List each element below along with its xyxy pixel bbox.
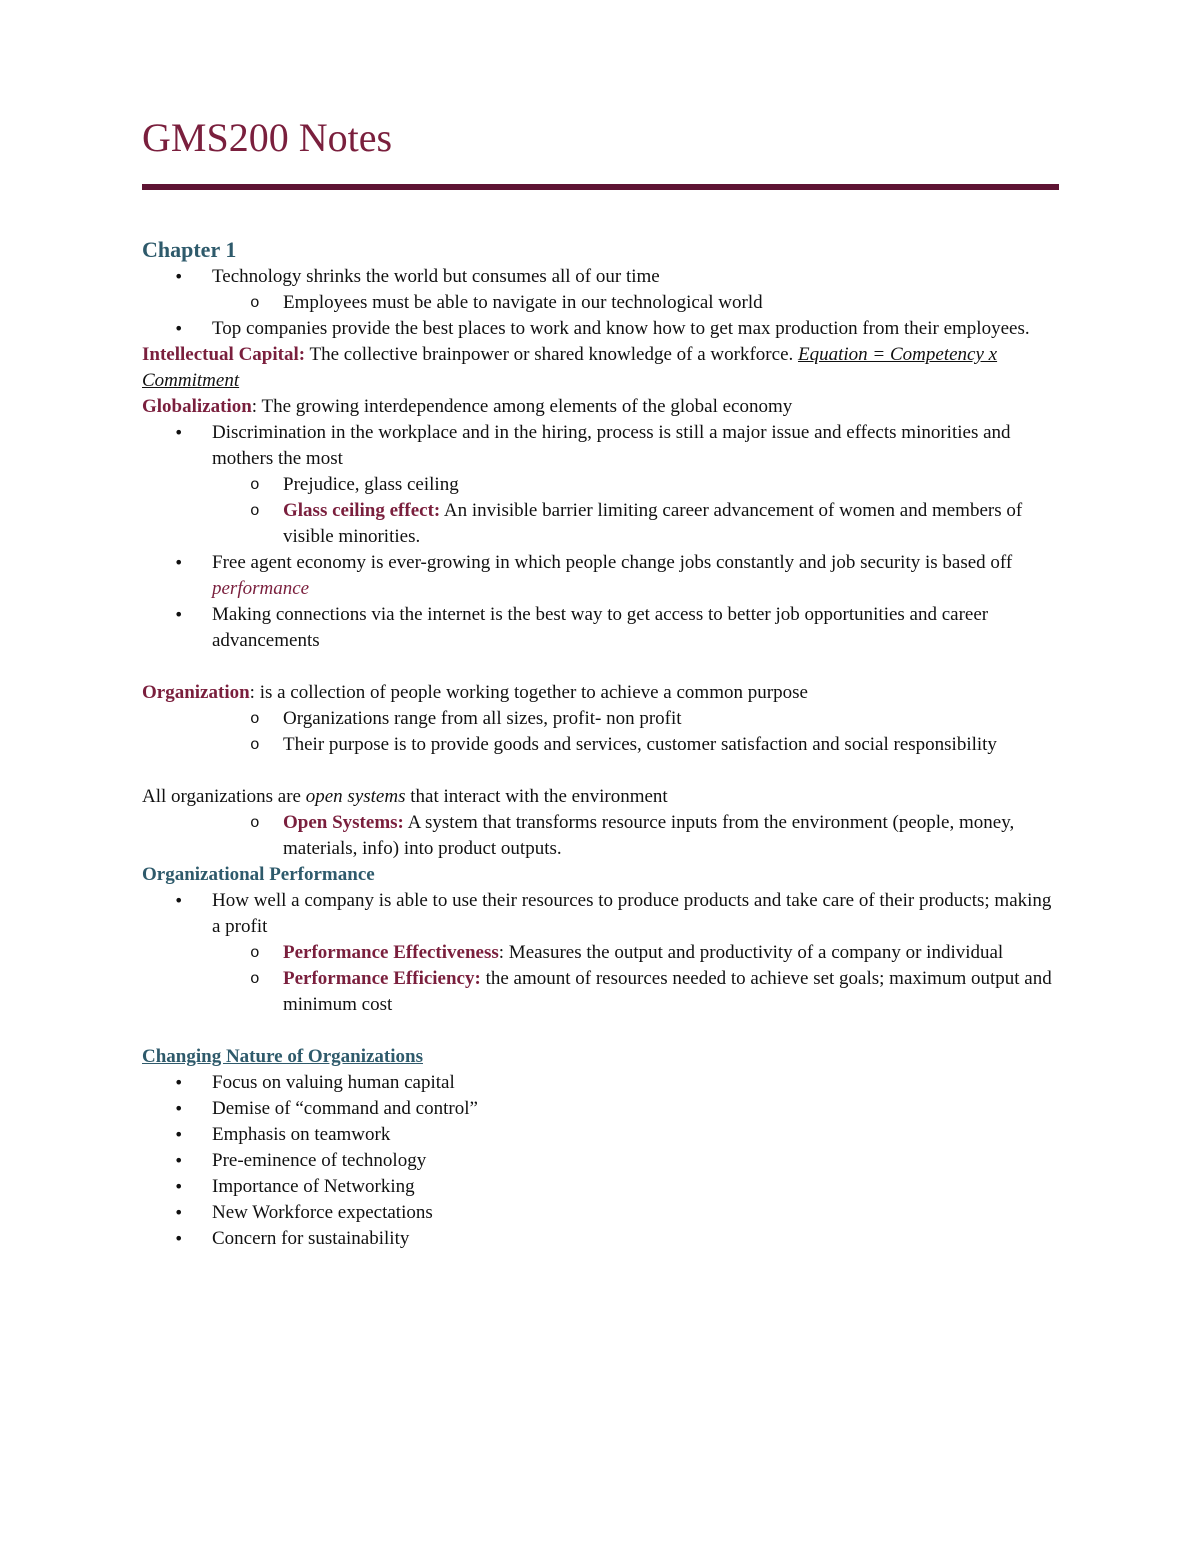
list-item: • Discrimination in the workplace and in the hiring, process is still a major issue and effects minorities and mothers the most — [142, 420, 1059, 472]
globalization-list — [142, 420, 1059, 654]
intro-text-end: that interact with the environment — [405, 786, 668, 807]
definition-text: A system that transforms resource inputs from the environment (people, money, materials, info) into product outputs. — [283, 812, 1015, 859]
definition-text: : The growing interdependence among elements of the global economy — [251, 396, 793, 417]
intro-text: All organizations are — [142, 786, 306, 807]
definition-text: An invisible barrier limiting career advancement of women and members of visible minorities. — [283, 500, 1023, 547]
changing-nature-list — [142, 1070, 1059, 1252]
title-divider — [142, 184, 1059, 190]
definition-text: : Measures the output and productivity of a company or individual — [498, 942, 1004, 963]
list-item: • Focus on valuing human capital — [142, 1070, 1059, 1096]
sub-list-item — [142, 966, 1059, 1018]
intellectual-capital-paragraph — [142, 342, 1059, 394]
sub-list-item — [142, 810, 1059, 862]
term-organization: Organization — [142, 682, 250, 703]
list-item: • How well a company is able to use their resources to produce products and take care of their products; making a profit — [142, 888, 1059, 940]
page-title: GMS200 Notes — [142, 115, 393, 160]
chapter1-list — [142, 264, 1059, 342]
sub-list-item: o Their purpose is to provide goods and services, customer satisfaction and social responsibility — [142, 732, 1059, 758]
list-item: • Emphasis on teamwork — [142, 1122, 1059, 1148]
list-item: • New Workforce expectations — [142, 1200, 1059, 1226]
list-item: • Demise of “command and control” — [142, 1096, 1059, 1122]
globalization-paragraph — [142, 394, 1059, 420]
list-item: • Importance of Networking — [142, 1174, 1059, 1200]
definition-text: : is a collection of people working together to achieve a common purpose — [249, 682, 808, 703]
org-performance-heading: Organizational Performance — [142, 864, 375, 885]
list-item: • Concern for sustainability — [142, 1226, 1059, 1252]
list-item — [142, 550, 1059, 602]
equation-text: Equation = Competency x Commitment — [142, 344, 998, 391]
open-systems-list — [142, 810, 1059, 862]
sub-list-item — [142, 498, 1059, 550]
sub-list-item: o Employees must be able to navigate in our technological world — [142, 290, 1059, 316]
chapter-heading: Chapter 1 — [142, 237, 237, 262]
changing-nature-heading: Changing Nature of Organizations — [142, 1046, 423, 1067]
term-performance-efficiency: Performance Efficiency: — [283, 968, 481, 989]
emphasis-performance: performance — [212, 578, 310, 599]
sub-list-item — [142, 940, 1059, 966]
term-intellectual-capital: Intellectual Capital: — [142, 344, 306, 365]
org-performance-list — [142, 888, 1059, 1018]
definition-text: the amount of resources needed to achieve set goals; maximum output and minimum cost — [283, 968, 1052, 1015]
list-item: • Pre-eminence of technology — [142, 1148, 1059, 1174]
spacer — [142, 1018, 1059, 1044]
emphasis-open-systems: open systems — [305, 786, 406, 807]
term-performance-effectiveness: Performance Effectiveness — [283, 942, 499, 963]
spacer — [142, 654, 1059, 680]
list-item: • Technology shrinks the world but consumes all of our time — [142, 264, 1059, 290]
list-item-text: Free agent economy is ever-growing in which people change jobs constantly and job security is based off — [212, 552, 1013, 573]
organization-list — [142, 706, 1059, 758]
definition-text: The collective brainpower or shared knowledge of a workforce. — [305, 344, 799, 365]
open-systems-intro — [142, 784, 1059, 810]
list-item: • Top companies provide the best places to work and know how to get max production from their employees. — [142, 316, 1059, 342]
notes-body — [142, 236, 1059, 1252]
term-glass-ceiling-effect: Glass ceiling effect: — [283, 500, 441, 521]
term-globalization: Globalization — [142, 396, 252, 417]
spacer — [142, 758, 1059, 784]
term-open-systems: Open Systems: — [283, 812, 404, 833]
list-item: • Making connections via the internet is the best way to get access to better job opportunities and career advancements — [142, 602, 1059, 654]
sub-list-item: o Organizations range from all sizes, profit- non profit — [142, 706, 1059, 732]
sub-list-item: o Prejudice, glass ceiling — [142, 472, 1059, 498]
organization-paragraph — [142, 680, 1059, 706]
